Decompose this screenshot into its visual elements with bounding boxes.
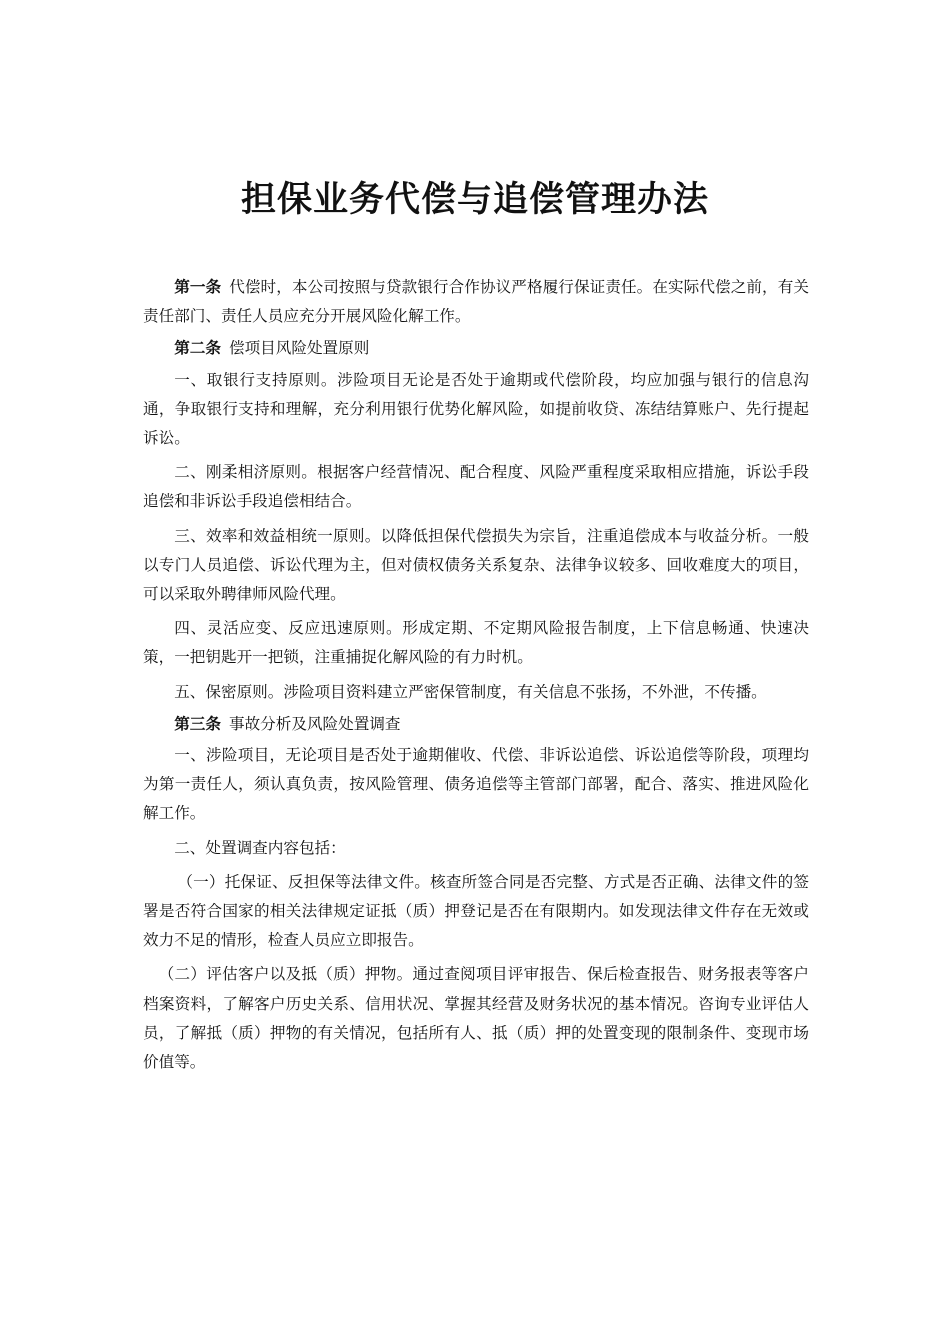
article-3-item-2: 二、处置调查内容包括： (174, 838, 346, 857)
article-3-item-3: （一）托保证、反担保等法律文件。核查所签合同是否完整、方式是否正确、法律文件的签署是否符合国家的相关法律规定证抵（质）押登记是否在有限期内。如发现法律文件存在无效或效力不足的情形，检查人员应立即报告。 (143, 872, 809, 950)
article-1-paragraph (143, 272, 809, 331)
article-3-text: 事故分析及风险处置调查 (228, 714, 401, 733)
article-2-item-1: 一、取银行支持原则。涉险项目无论是否处于逾期或代偿阶段，均应加强与银行的信息沟通，争取银行支持和理解，充分利用银行优势化解风险，如提前收贷、冻结结算账户、先行提起诉讼。 (143, 370, 809, 448)
article-2-item-5: 五、保密原则。涉险项目资料建立严密保管制度，有关信息不张扬，不外泄，不传播。 (174, 682, 767, 701)
article-1-text: 代偿时，本公司按照与贷款银行合作协议严格履行保证责任。在实际代偿之前，有关责任部门、责任人员应充分开展风险化解工作。 (143, 278, 809, 326)
article-3-item-4: （二）评估客户以及抵（质）押物。通过查阅项目评审报告、保后检查报告、财务报表等客户档案资料，了解客户历史关系、信用状况、掌握其经营及财务状况的基本情况。咨询专业评估人员，了解抵（质）押物的有关情况，包括所有人、抵（质）押的处置变现的限制条件、变现市场价值等。 (143, 965, 809, 1072)
document-body (143, 272, 809, 1082)
article-2-heading (143, 333, 809, 363)
article-2-item-2: 二、刚柔相济原则。根据客户经营情况、配合程度、风险严重程度采取相应措施，诉讼手段追偿和非诉讼手段追偿相结合。 (143, 463, 809, 511)
article-1-label: 第一条 (174, 277, 222, 296)
document-title: 担保业务代偿与追偿管理办法 (240, 179, 709, 220)
article-3-label: 第三条 (174, 713, 221, 733)
article-2-item-4: 四、灵活应变、反应迅速原则。形成定期、不定期风险报告制度，上下信息畅通、快速决策，一把钥匙开一把锁，注重捕捉化解风险的有力时机。 (143, 619, 809, 667)
article-2-item-3: 三、效率和效益相统一原则。以降低担保代偿损失为宗旨，注重追偿成本与收益分析。一般以专门人员追偿、诉讼代理为主，但对债权债务关系复杂、法律争议较多、回收难度大的项目，可以采取外聘律师风险代理。 (143, 526, 809, 604)
article-2-text: 偿项目风险处置原则 (228, 339, 370, 358)
article-3-item-1: 一、涉险项目，无论项目是否处于逾期催收、代偿、非诉讼追偿、诉讼追偿等阶段，项理均为第一责任人，须认真负责，按风险管理、债务追偿等主管部门部署，配合、落实、推进风险化解工作。 (143, 746, 809, 823)
article-2-label: 第二条 (174, 338, 221, 358)
article-3-heading (143, 709, 809, 739)
